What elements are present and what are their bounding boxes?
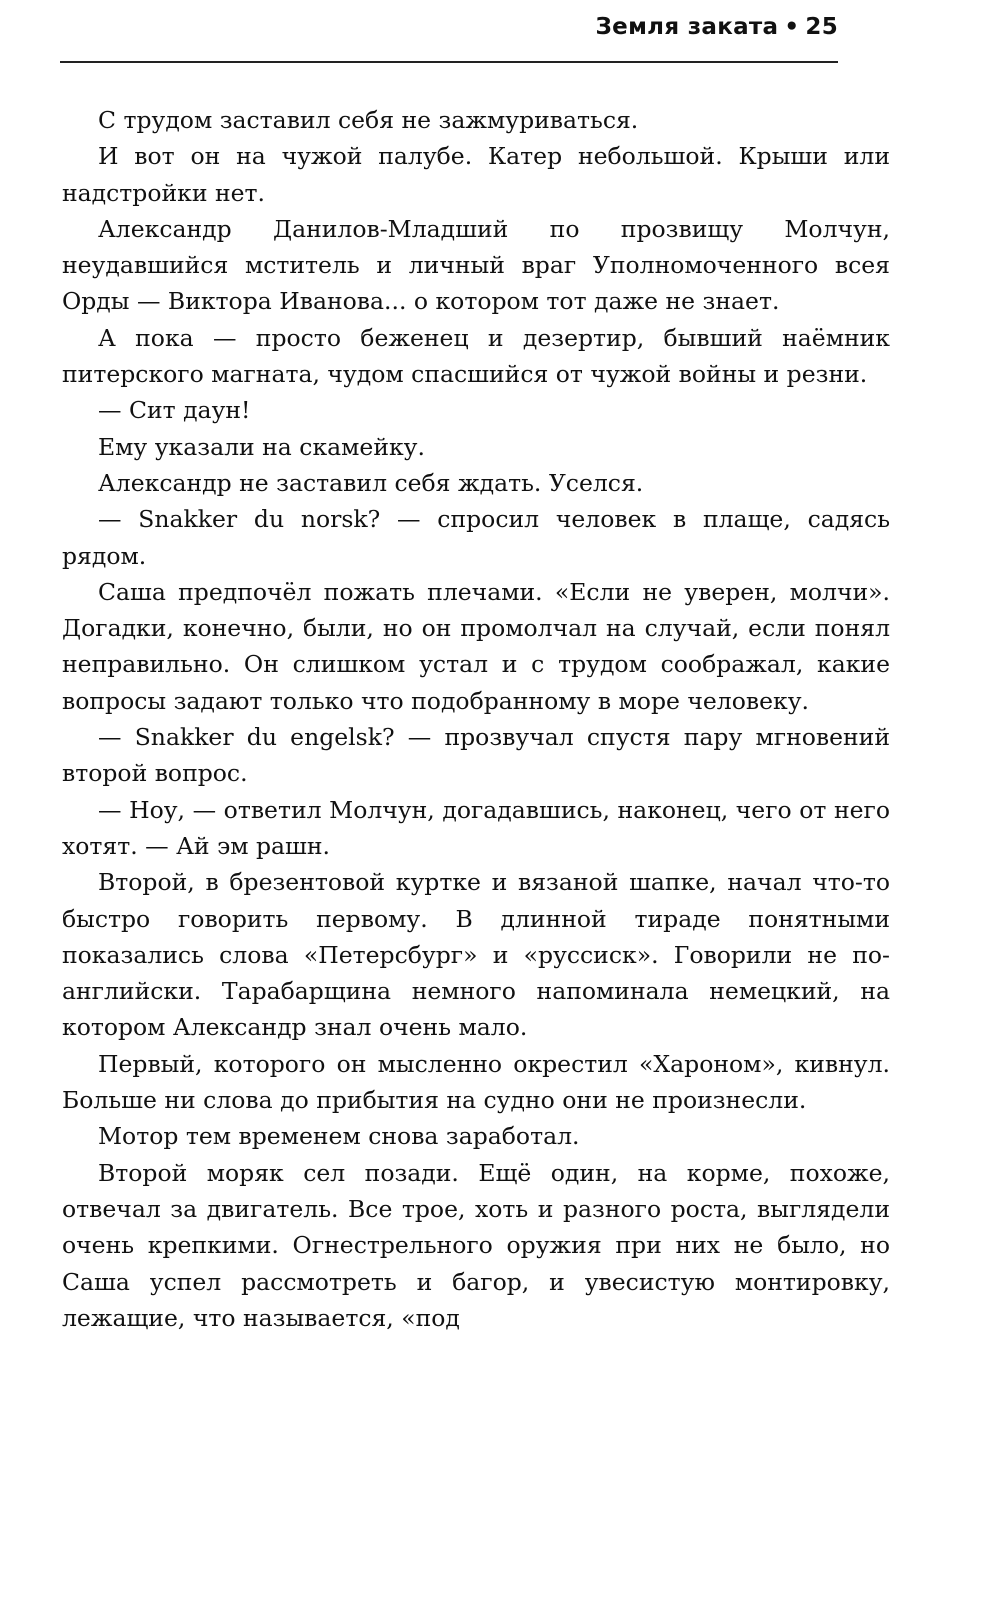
- paragraph-13: Первый, которого он мысленно окрестил «Хароном», кивнул. Больше ни слова до прибытия на судно они не произнесли.: [62, 1049, 890, 1115]
- text-body: [62, 102, 890, 1336]
- paragraph-3: Александр Данилов-Младший по прозвищу Молчун, неудавшийся мститель и личный враг Уполномоченного всея Орды — Виктора Иванова... о котором тот даже не знает.: [62, 214, 890, 316]
- paragraph-7: Александр не заставил себя ждать. Уселся.: [98, 468, 644, 497]
- header-rule: [60, 61, 838, 63]
- paragraph-8: — Snakker du norsk? — спросил человек в плаще, садясь рядом.: [62, 505, 890, 570]
- running-header: [58, 14, 838, 40]
- book-title: Земля заката: [595, 14, 779, 40]
- paragraph-12: Второй, в брезентовой куртке и вязаной шапке, начал что-то быстро говорить первому. В длинной тираде понятными показались слова «Петерсбург» и «руссиск». Говорили не по-английски. Тарабарщина немного напоминала немецкий, на котором Александр знал очень мало.: [62, 868, 890, 1042]
- paragraph-9: Саша предпочёл пожать плечами. «Если не уверен, молчи». Догадки, конечно, были, но он промолчал на случай, если понял неправильно. Он слишком устал и с трудом соображал, какие вопросы задают только что подобранному в море человеку.: [62, 577, 890, 715]
- page-number: 25: [805, 14, 838, 40]
- paragraph-14: Мотор тем временем снова заработал.: [98, 1122, 580, 1151]
- paragraph-2: И вот он на чужой палубе. Катер небольшой. Крыши или надстройки нет.: [62, 142, 890, 207]
- paragraph-6: Ему указали на скамейку.: [98, 432, 425, 461]
- paragraph-1: С трудом заставил себя не зажмуриваться.: [98, 106, 639, 134]
- paragraph-4: А пока — просто беженец и дезертир, бывший наёмник питерского магната, чудом спасшийся от чужой войны и резни.: [62, 323, 890, 389]
- paragraph-5: — Сит даун!: [98, 396, 251, 425]
- paragraph-15: Второй моряк сел позади. Ещё один, на корме, похоже, отвечал за двигатель. Все трое, хоть и разного роста, выглядели очень крепкими. Огнестрельного оружия при них не было, но Саша успел рассмотреть и багор, и увесистую монтировку, лежащие, что называется, «под: [62, 1158, 890, 1332]
- paragraph-10: — Snakker du engelsk? — прозвучал спустя пару мгновений второй вопрос.: [62, 723, 890, 788]
- header-bullet: •: [784, 14, 800, 40]
- paragraph-11: — Ноу, — ответил Молчун, догадавшись, наконец, чего от него хотят. — Ай эм рашн.: [62, 795, 890, 860]
